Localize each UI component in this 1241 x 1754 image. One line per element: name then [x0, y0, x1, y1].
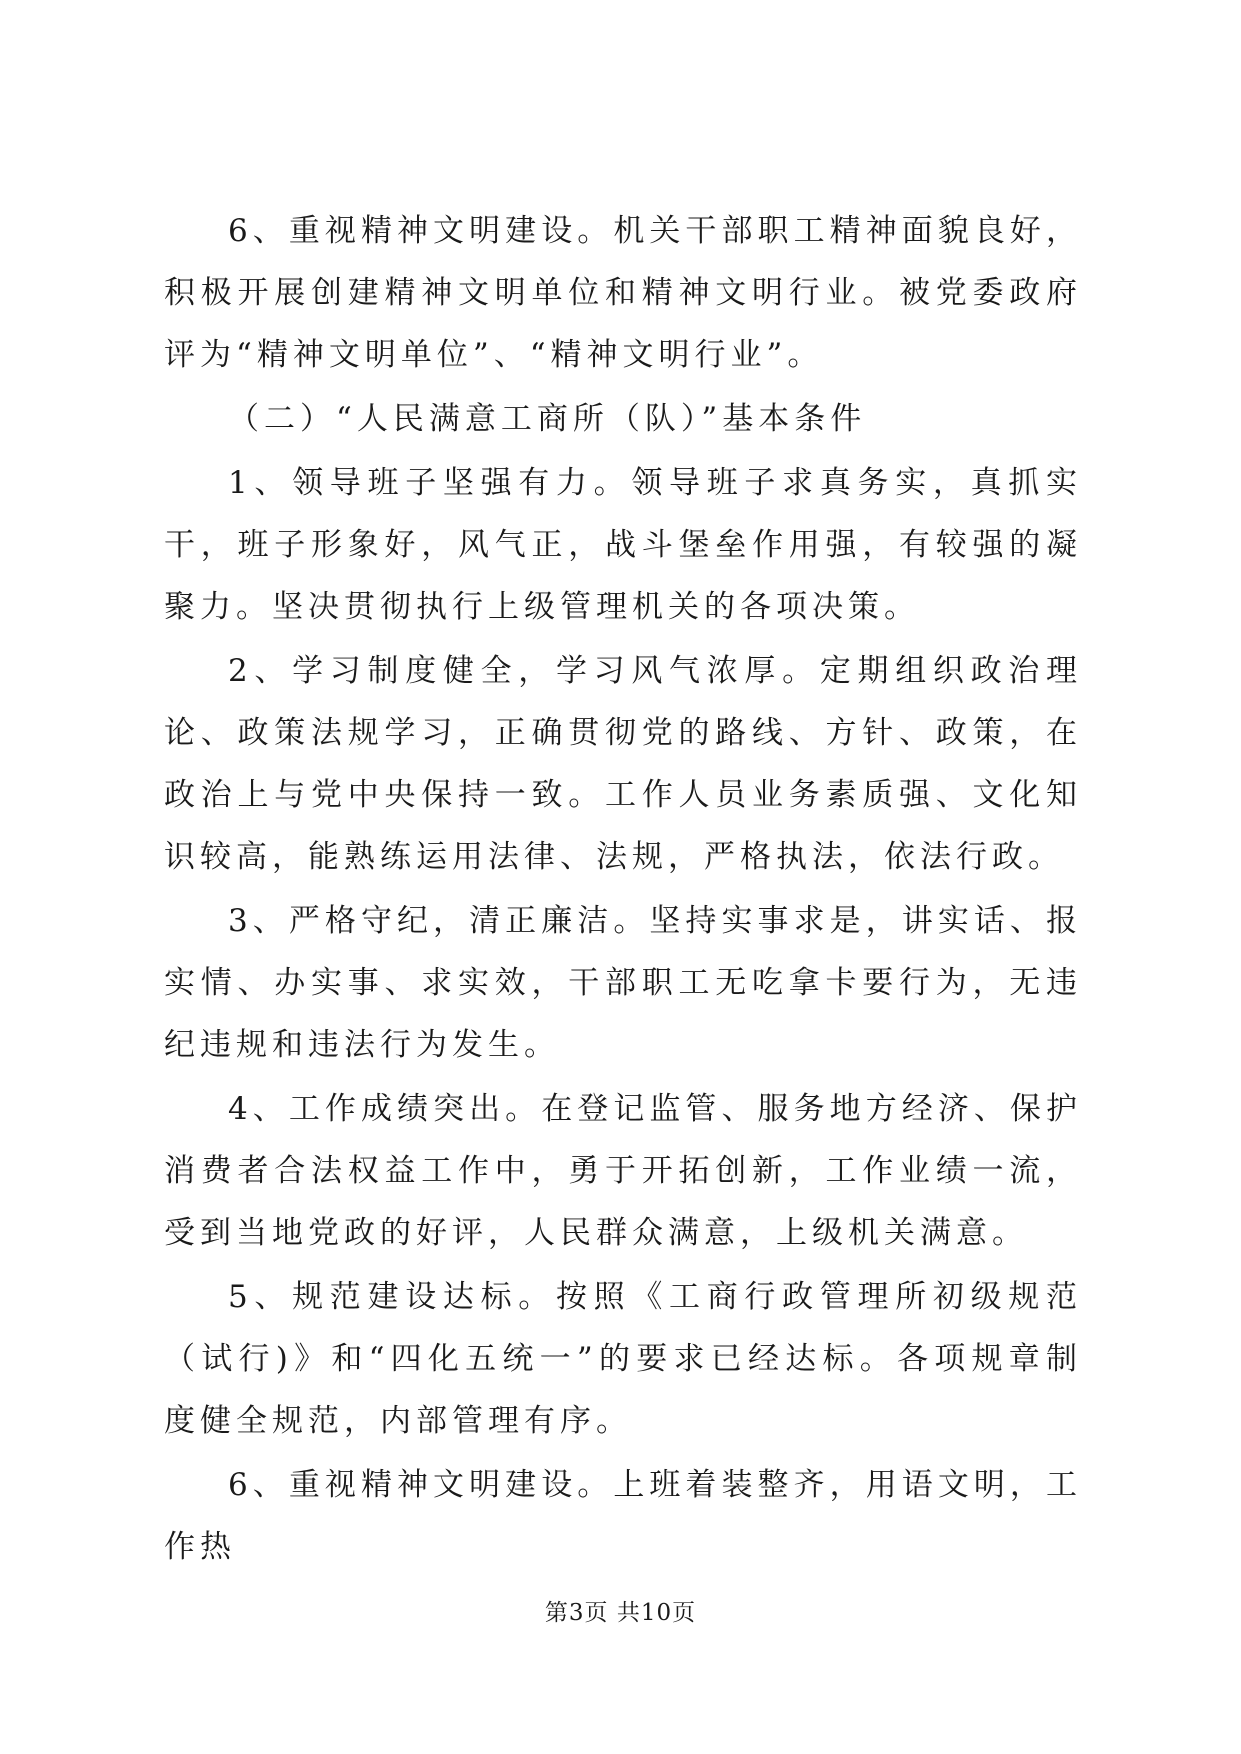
page-number-footer: 第3页 共10页: [544, 1600, 697, 1626]
paragraph-item-6-spiritual-civilization-continued: 6、重视精神文明建设。上班着装整齐，用语文明，工作热: [164, 1467, 1082, 1565]
section-heading-satisfied-station: （二）“人民满意工商所（队）”基本条件: [228, 401, 867, 437]
paragraph-item-6-spiritual-civilization: 6、重视精神文明建设。机关干部职工精神面貌良好，积极开展创建精神文明单位和精神文明行业。被党委政府评为“精神文明单位”、“精神文明行业”。: [164, 213, 1082, 373]
paragraph-item-4-achievements: 4、工作成绩突出。在登记监管、服务地方经济、保护消费者合法权益工作中，勇于开拓创新，工作业绩一流，受到当地党政的好评，人民群众满意，上级机关满意。: [164, 1091, 1082, 1251]
paragraph-item-2-study-system: 2、学习制度健全，学习风气浓厚。定期组织政治理论、政策法规学习，正确贯彻党的路线、方针、政策，在政治上与党中央保持一致。工作人员业务素质强、文化知识较高，能熟练运用法律、法规，严格执法，依法行政。: [164, 653, 1082, 875]
paragraph-item-1-leadership: 1、领导班子坚强有力。领导班子求真务实，真抓实干，班子形象好，风气正，战斗堡垒作用强，有较强的凝聚力。坚决贯彻执行上级管理机关的各项决策。: [164, 465, 1082, 625]
paragraph-item-3-discipline: 3、严格守纪，清正廉洁。坚持实事求是，讲实话、报实情、办实事、求实效，干部职工无吃拿卡要行为，无违纪违规和违法行为发生。: [164, 903, 1082, 1063]
paragraph-item-5-standards: 5、规范建设达标。按照《工商行政管理所初级规范（试行)》和“四化五统一”的要求已经达标。各项规章制度健全规范，内部管理有序。: [164, 1279, 1082, 1439]
page-body: [164, 200, 1082, 1578]
